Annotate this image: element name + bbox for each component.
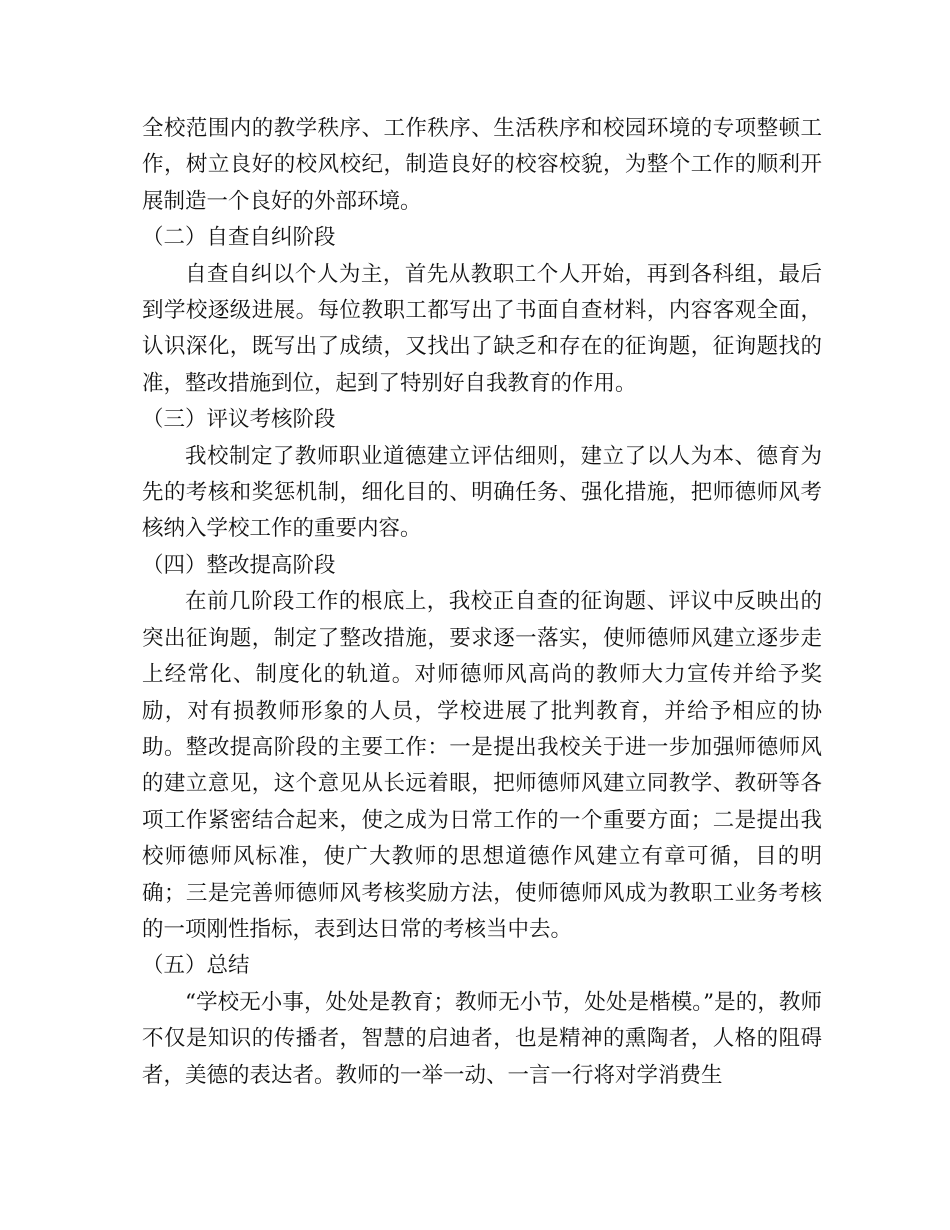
section-heading-self-inspection: （二）自查自纠阶段 [142,225,336,251]
paragraph-environment: 全校范围内的教学秩序、工作秩序、生活秩序和校园环境的专项整顿工作，树立良好的校风校纪，制造良好的校容校貌，为整个工作的顺利开展制造一个良好的外部环境。 [142,116,822,214]
paragraph-self-inspection: 自查自纠以个人为主，首先从教职工个人开始，再到各科组，最后到学校逐级进展。每位教职工都写出了书面自查材料，内容客观全面，认识深化，既写出了成绩，又找出了缺乏和存在的征询题，征询题找的准，整改措施到位，起到了特别好自我教育的作用。 [142,261,822,396]
paragraph-rectification: 在前几阶段工作的根底上，我校正自查的征询题、评议中反映出的突出征询题，制定了整改措施，要求逐一落实，使师德师风建立逐步走上经常化、制度化的轨道。对师德师风高尚的教师大力宣传并给予奖励，对有损教师形象的人员，学校进展了批判教育，并给予相应的协助。整改提高阶段的主要工作：一是提出我校关于进一步加强师德师风的建立意见，这个意见从长远着眼，把师德师风建立同教学、教研等各项工作紧密结合起来，使之成为日常工作的一个重要方面；二是提出我校师德师风标准，使广大教师的思想道德作风建立有章可循，目的明确；三是完善师德师风考核奖励方法，使师德师风成为教职工业务考核的一项刚性指标，表到达日常的考核当中去。 [142,589,822,942]
paragraph-summary: “学校无小事，处处是教育；教师无小节，处处是楷模。”是的，教师不仅是知识的传播者，智慧的启迪者，也是精神的熏陶者，人格的阻碍者，美德的表达者。教师的一举一动、一言一行将对学消费生 [142,989,822,1088]
paragraph-evaluation: 我校制定了教师职业道德建立评估细则，建立了以人为本、德育为先的考核和奖惩机制，细化目的、明确任务、强化措施，把师德师风考核纳入学校工作的重要内容。 [142,443,822,542]
section-heading-rectification: （四）整改提高阶段 [142,552,336,578]
section-heading-summary: （五）总结 [142,953,250,979]
document-body [142,111,822,1094]
section-heading-evaluation: （三）评议考核阶段 [142,407,336,433]
